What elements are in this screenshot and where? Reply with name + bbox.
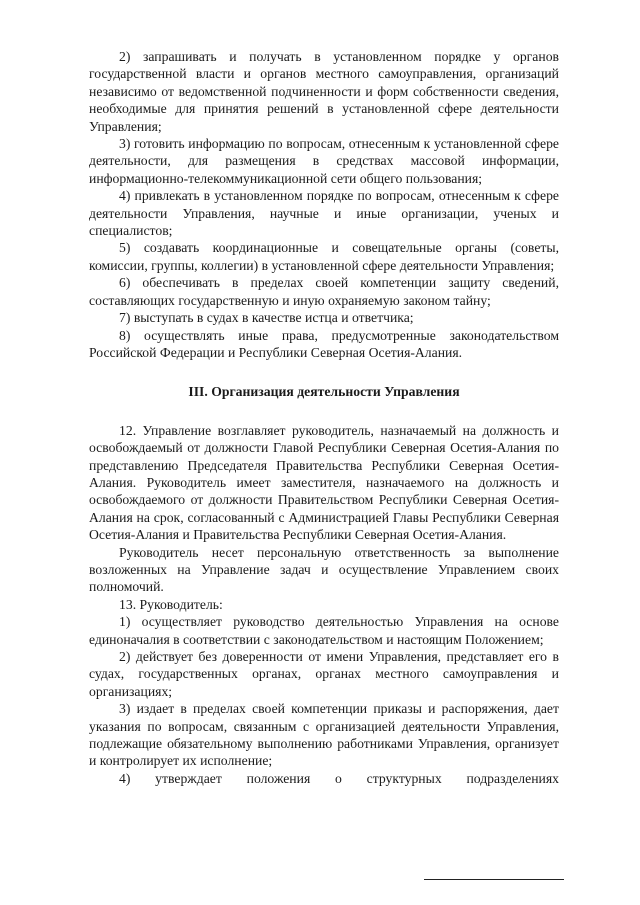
paragraph-duty-4: 4) утверждает положения о структурных подразделениях (119, 770, 559, 786)
section-heading: III. Организация деятельности Управления (188, 384, 460, 400)
document-body (89, 48, 559, 787)
paragraph-item-6: 6) обеспечивать в пределах своей компетенции защиту сведений, составляющих государственную и иную охраняемую законом тайну; (89, 275, 559, 308)
paragraph-item-4: 4) привлекать в установленном порядке по вопросам, отнесенным к сфере деятельности Управления, научные и иные организации, ученых и специалистов; (89, 188, 559, 239)
footer-divider (424, 879, 564, 880)
paragraph-item-7: 7) выступать в судах в качестве истца и ответчика; (119, 310, 414, 326)
paragraph-clause-13: 13. Руководитель: (119, 596, 223, 612)
paragraph-responsibility: Руководитель несет персональную ответственность за выполнение возложенных на Управление задач и осуществление Управлением своих полномочий. (89, 544, 559, 595)
paragraph-clause-12: 12. Управление возглавляет руководитель, назначаемый на должность и освобождаемый от должности Главой Республики Северная Осетия-Алания по представлению Председателя Правительства Республики Северная Осетия-Алания. Руководитель имеет заместителя, назначаемого на должность и освобождаемого от должности Правительством Республики Северная Осетия-Алания на срок, согласованный с Администрацией Главы Республики Северная Осетия-Алания и Правительства Республики Северная Осетия-Алания. (89, 422, 559, 543)
paragraph-duty-2: 2) действует без доверенности от имени Управления, представляет его в судах, государственных органах, органах местного самоуправления и организациях; (89, 649, 559, 699)
paragraph-item-2: 2) запрашивать и получать в установленном порядке у органов государственной власти и органов местного самоуправления, организаций независимо от ведомственной подчиненности и форм собственности сведения, необходимые для принятия решений в установленной сфере деятельности Управления; (89, 49, 559, 134)
paragraph-item-3: 3) готовить информацию по вопросам, отнесенным к установленной сфере деятельности, для размещения в средствах массовой информации, информационно-телекоммуникационной сети общего пользования; (89, 136, 559, 186)
paragraph-duty-3: 3) издает в пределах своей компетенции приказы и распоряжения, дает указания по вопросам, связанным с организацией деятельности Управления, подлежащие обязательному выполнению работниками Управления, организует и контролирует их исполнение; (89, 701, 559, 769)
paragraph-duty-1: 1) осуществляет руководство деятельностью Управления на основе единоначалия в соответствии с законодательством и настоящим Положением; (89, 614, 559, 647)
paragraph-item-8: 8) осуществлять иные права, предусмотренные законодательством Российской Федерации и Республики Северная Осетия-Алания. (89, 327, 559, 360)
paragraph-item-5: 5) создавать координационные и совещательные органы (советы, комиссии, группы, коллегии) в установленной сфере деятельности Управления; (89, 240, 559, 273)
